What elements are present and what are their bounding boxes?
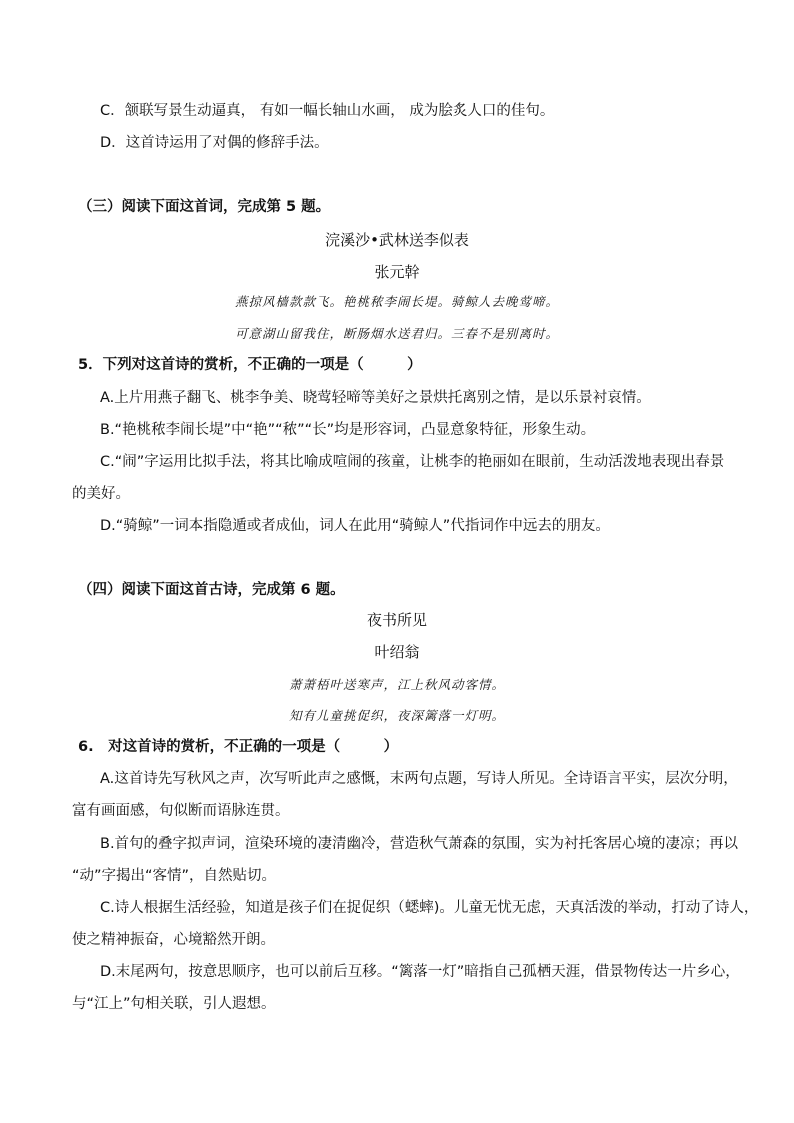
poem-3-line-2: 可意湖山留我住，断肠烟水送君归。三春不是别离时。 [234, 326, 559, 341]
q6-option-c-line-2: 使之精神振奋，心境豁然开朗。 [72, 932, 275, 948]
q5-option-c-line-1: C.“闹”字运用比拟手法，将其比喻成喧闹的孩童，让桃李的艳丽如在眼前，生动活泼地表现出春景 [100, 454, 725, 470]
poem-3-line-1: 燕掠风樯款款飞。艳桃秾李闹长堤。骑鲸人去晚莺啼。 [234, 294, 559, 309]
q6-option-d-line-2: 与“江上”句相关联，引人遐想。 [72, 996, 276, 1012]
poem-3-author: 张元幹 [374, 263, 420, 281]
q5-option-a: A.上片用燕子翻飞、桃李争美、晓莺轻啼等美好之景烘托离别之情，是以乐景衬哀情。 [100, 390, 651, 406]
poem-4-line-1: 萧萧梧叶送寒声，江上秋风动客情。 [288, 677, 505, 692]
prev-option-c: C．颔联写景生动逼真， 有如一幅长轴山水画， 成为脍炙人口的佳句。 [100, 103, 555, 119]
q5-option-c-line-2: 的美好。 [72, 486, 130, 502]
question-6: 6. 对这首诗的赏析，不正确的一项是（ ） [78, 739, 399, 755]
poem-4-title: 夜书所见 [366, 611, 427, 629]
poem-3-title: 浣溪沙•武林送李似表 [325, 231, 469, 249]
q6-option-c-line-1: C.诗人根据生活经验，知道是孩子们在捉促织（蟋蟀)。儿童无忧无虑，天真活泼的举动，打动了诗人， [100, 900, 759, 916]
prev-option-d: D．这首诗运用了对偶的修辞手法。 [100, 135, 329, 151]
q6-option-a-line-2: 富有画面感，句似断而语脉连贯。 [72, 803, 290, 819]
q5-option-b: B.“艳桃秾李闹长堤”中“艳”“秾”“长”均是形容词，凸显意象特征，形象生动。 [100, 422, 596, 438]
question-5: 5．下列对这首诗的赏析，不正确的一项是（ ） [78, 357, 422, 373]
poem-4-line-2: 知有儿童挑促织，夜深篱落一灯明。 [288, 708, 505, 723]
q6-option-b-line-2: “动”字揭出“客情”，自然贴切。 [72, 868, 277, 884]
q6-option-d-line-1: D.末尾两句，按意思顺序，也可以前后互移。“篱落一灯”暗指自己孤栖天涯，借景物传达一片乡心， [100, 964, 740, 980]
q5-option-d: D.“骑鲸”一词本指隐遁或者成仙，词人在此用“骑鲸人”代指词作中远去的朋友。 [100, 518, 610, 534]
section-3-heading: （三）阅读下面这首词，完成第 5 题。 [78, 199, 331, 215]
poem-4-author: 叶绍翁 [374, 643, 420, 661]
q6-option-a-line-1: A.这首诗先写秋风之声，次写听此声之感慨，末两句点题，写诗人所见。全诗语言平实，层次分明， [100, 771, 738, 787]
q6-option-b-line-1: B.首句的叠字拟声词，渲染环境的凄清幽冷，营造秋气萧森的氛围，实为衬托客居心境的凄凉；再以 [100, 836, 739, 852]
section-4-heading: （四）阅读下面这首古诗，完成第 6 题。 [78, 582, 345, 598]
